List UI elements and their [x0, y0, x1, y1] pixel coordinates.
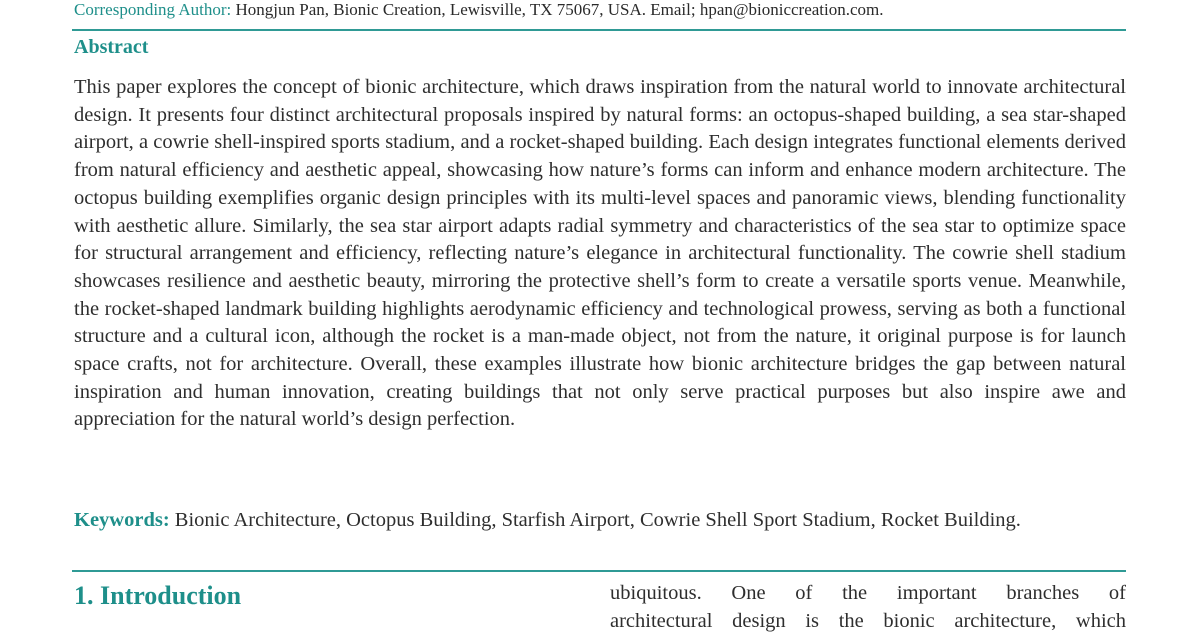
section-divider-top	[72, 29, 1126, 31]
section-divider-bottom	[72, 570, 1126, 572]
keywords-text: Bionic Architecture, Octopus Building, Starfish Airport, Cowrie Shell Sport Stadium, Rocket Building.	[174, 509, 1021, 531]
right-column-line: architectural design is the bionic architecture, which	[610, 609, 1126, 632]
corresponding-author-text: Hongjun Pan, Bionic Creation, Lewisville, TX 75067, USA. Email; hpan@bioniccreation.com.	[235, 0, 884, 19]
keywords	[74, 507, 1126, 535]
abstract-heading: Abstract	[74, 36, 149, 58]
corresponding-author-label: Corresponding Author:	[74, 0, 232, 19]
introduction-right-column	[610, 580, 1126, 635]
introduction-heading: 1. Introduction	[74, 581, 242, 610]
keywords-label: Keywords:	[74, 509, 170, 531]
abstract-body: This paper explores the concept of bionic architecture, which draws inspiration from the natural world to innovate architectural design. It presents four distinct architectural proposals inspired by natural forms: an octopus-shaped building, a sea star-shaped airport, a cowrie shell-inspired sports stadium, and a rocket-shaped building. Each design integrates functional elements derived from natural efficiency and aesthetic appeal, showcasing how nature’s forms can inform and enhance modern architecture. The octopus building exemplifies organic design principles with its multi-level spaces and panoramic views, blending functionality with aesthetic allure. Similarly, the sea star airport adapts radial symmetry and characteristics of the sea star to optimize space for structural arrangement and efficiency, reflecting nature’s elegance in architectural functionality. The cowrie shell stadium showcases resilience and aesthetic beauty, mirroring the protective shell’s form to create a versatile sports venue. Meanwhile, the rocket-shaped landmark building highlights aerodynamic efficiency and technological prowess, serving as both a functional structure and a cultural icon, although the rocket is a man-made object, not from the nature, it original purpose is for launch space crafts, not for architecture. Overall, these examples illustrate how bionic architecture bridges the gap between natural inspiration and human innovation, creating buildings that not only serve practical purposes but also inspire awe and appreciation for the natural world’s design perfection.	[74, 76, 1126, 431]
corresponding-author	[74, 0, 884, 22]
right-column-line: ubiquitous. One of the important branches of	[610, 582, 1126, 604]
